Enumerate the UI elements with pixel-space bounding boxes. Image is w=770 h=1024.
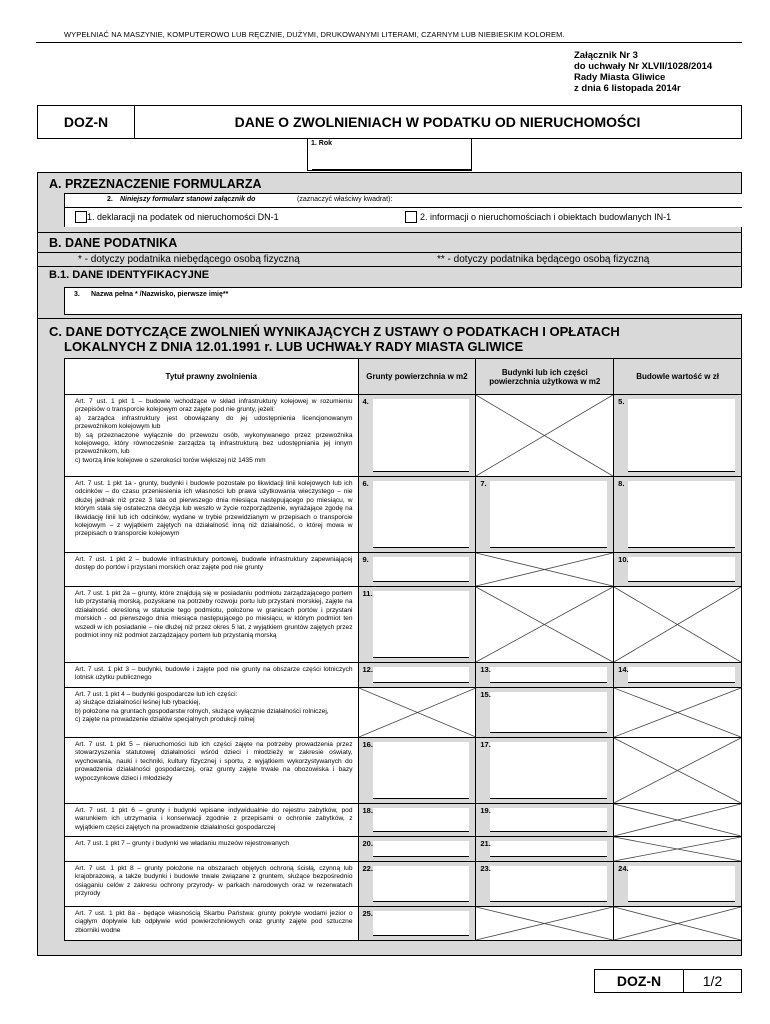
table-row xyxy=(65,907,742,941)
amount-input[interactable] xyxy=(373,399,470,472)
table-row xyxy=(65,804,742,837)
field-number: 21. xyxy=(480,839,491,848)
exemption-title: Art. 7 ust. 1 pkt 7 – grunty i budynki we władaniu muzeów rejestrowanych xyxy=(65,837,359,862)
amount-input[interactable] xyxy=(373,481,470,548)
exemption-title: Art. 7 ust. 1 pkt 2 – budowle infrastruktury portowej, budowle infrastruktury zapewniającej dostęp do portów i przystani morskich oraz zajęte pod nie grunty xyxy=(65,553,359,587)
top-divider xyxy=(36,42,742,43)
divider xyxy=(37,266,742,267)
amount-input[interactable] xyxy=(628,399,735,472)
field-number: 16. xyxy=(362,740,373,749)
footer-form-code: DOZ-N xyxy=(595,970,684,992)
disabled-cell xyxy=(614,907,742,941)
field-number: 23. xyxy=(480,864,491,873)
amount-input[interactable] xyxy=(628,481,735,548)
purpose-label: Niniejszy formularz stanowi załącznik do xyxy=(120,196,256,203)
purpose-hint: (zaznaczyć właściwy kwadrat): xyxy=(297,196,393,203)
exemption-title: Art. 7 ust. 1 pkt 4 – budynki gospodarcze lub ich części: a) służące działalności leśnej lub rybackiej, b) położone na gruntach gospodarstw rolnych, służące wyłącznie działalności rolniczej, c) zajęte na prowadzenie działów specjalnych produkcji rolnej xyxy=(65,688,359,738)
table-row xyxy=(65,738,742,804)
amount-cell xyxy=(476,738,614,804)
option-in1 xyxy=(405,211,671,223)
amount-cell xyxy=(476,837,614,862)
field-number: 7. xyxy=(480,479,487,488)
section-b-title: B. DANE PODATNIKA xyxy=(49,236,178,250)
amount-input[interactable] xyxy=(490,667,607,683)
disabled-cell xyxy=(358,688,476,738)
field-number: 18. xyxy=(362,806,373,815)
amount-cell xyxy=(358,907,476,941)
amount-cell xyxy=(358,738,476,804)
amount-cell xyxy=(358,587,476,663)
disabled-cell xyxy=(614,688,742,738)
attachment-line: z dnia 6 listopada 2014r xyxy=(574,83,681,94)
disabled-cell xyxy=(614,837,742,862)
amount-cell xyxy=(614,553,742,587)
option-dn1 xyxy=(75,211,279,223)
amount-input[interactable] xyxy=(373,742,470,799)
amount-cell xyxy=(358,477,476,553)
disabled-cell xyxy=(614,804,742,837)
amount-input[interactable] xyxy=(490,808,607,832)
amount-cell xyxy=(358,663,476,688)
field-number: 15. xyxy=(480,690,491,699)
table-row xyxy=(65,553,742,587)
amount-input[interactable] xyxy=(628,557,735,582)
page-number: 1/2 xyxy=(702,973,723,989)
form-title: DANE O ZWOLNIENIACH W PODATKU OD NIERUCHOMOŚCI xyxy=(234,114,641,130)
exemption-title: Art. 7 ust. 1 pkt 1 – budowle wchodzące w skład infrastruktury kolejowej w rozumieniu przepisów o transporcie kolejowym oraz zajęte pod nie grunty, jeżeli: a) zarządca infrastruktury jest obowiązany do jej udostępnienia licencjonowanym przewoźnikom kolejowym lub b) są przeznaczone wyłącznie do przewozu osób, wykonywanego przez przewoźnika kolejowego, który równocześnie zarządza tą infrastrukturą bez udostępniania jej innym przewoźnikom, lub c) tworzą linie kolejowe o szerokości torów większej niż 1435 mm xyxy=(65,395,359,477)
field-number: 11. xyxy=(362,589,373,598)
amount-input[interactable] xyxy=(490,742,607,799)
cross-out-icon xyxy=(614,804,741,836)
cross-out-icon xyxy=(614,688,741,737)
field-number: 3. xyxy=(74,291,80,298)
amount-cell xyxy=(614,477,742,553)
amount-cell xyxy=(476,862,614,907)
field-number: 10. xyxy=(618,555,629,564)
note-natural-person: ** - dotyczy podatnika będącego osobą fizyczną xyxy=(437,254,650,265)
amount-cell xyxy=(476,663,614,688)
cross-out-icon xyxy=(614,587,741,662)
column-header: Grunty powierzchnia w m2 xyxy=(358,359,476,395)
divider xyxy=(37,232,742,233)
amount-cell xyxy=(358,837,476,862)
exemption-title: Art. 7 ust. 1 pkt 8a - będące własnością Skarbu Państwa: grunty pokryte wodami jezior o ciągłym dopływie lub odpływie wód powierzchniowych oraz grunty zajęte pod sztuczne zbiorniki wodne xyxy=(65,907,359,941)
field-number: 20. xyxy=(362,839,373,848)
attachment-line: Rady Miasta Gliwice xyxy=(574,72,666,83)
column-header: Budynki lub ich części powierzchnia użytkowa w m2 xyxy=(476,359,614,395)
amount-input[interactable] xyxy=(490,866,607,902)
year-label: 1. Rok xyxy=(311,140,333,147)
fill-instruction: WYPEŁNIAĆ NA MASZYNIE, KOMPUTEROWO LUB RĘCZNIE, DUŻYMI, DRUKOWANYMI LITERAMI, CZARNYM LUB NIEBIESKIM KOLOREM. xyxy=(64,30,565,39)
amount-input[interactable] xyxy=(373,911,470,936)
amount-cell xyxy=(614,395,742,477)
disabled-cell xyxy=(614,587,742,663)
table-row xyxy=(65,395,742,477)
amount-input[interactable] xyxy=(628,667,735,683)
table-row xyxy=(65,587,742,663)
table-row xyxy=(65,862,742,907)
field-number: 12. xyxy=(362,665,373,674)
amount-cell xyxy=(358,395,476,477)
field-number: 22. xyxy=(362,864,373,873)
amount-input[interactable] xyxy=(373,557,470,582)
amount-cell xyxy=(476,688,614,738)
form-header xyxy=(37,105,742,139)
attachment-note xyxy=(574,50,712,94)
name-input[interactable] xyxy=(85,300,729,315)
cross-out-icon xyxy=(476,587,613,662)
column-header: Tytuł prawny zwolnienia xyxy=(65,359,359,395)
section-c-title-line1: C. DANE DOTYCZĄCE ZWOLNIEŃ WYNIKAJĄCYCH Z USTAWY O PODATKACH I OPŁATACH xyxy=(49,324,620,339)
amount-cell xyxy=(614,663,742,688)
cross-out-icon xyxy=(614,738,741,803)
column-header: Budowle wartość w zł xyxy=(614,359,742,395)
exemption-title: Art. 7 ust. 1 pkt 5 – nieruchomości lub ich części zajęte na potrzeby prowadzenia przez stowarzyszenia statutowej działalności wśród dzieci i młodzieży w zakresie oświaty, wychowania, nauki i techniki, kultury fizycznej i sportu, z wyjątkiem wykorzystywanych do prowadzenia działalności gospodarczej, oraz grunty zajęte trwale na obozowiska i bazy wypoczynkowe dzieci i młodzieży xyxy=(65,738,359,804)
amount-input[interactable] xyxy=(373,866,470,902)
amount-input[interactable] xyxy=(373,667,470,683)
year-input[interactable] xyxy=(312,149,472,170)
note-legal-person: * - dotyczy podatnika niebędącego osobą fizyczną xyxy=(78,254,300,265)
amount-cell xyxy=(358,804,476,837)
field-number: 9. xyxy=(362,555,369,564)
divider xyxy=(37,252,742,253)
name-field-box xyxy=(64,287,742,315)
amount-input[interactable] xyxy=(373,841,470,857)
disabled-cell xyxy=(476,395,614,477)
amount-input[interactable] xyxy=(628,866,735,902)
disabled-cell xyxy=(614,738,742,804)
section-b1-title: B.1. DANE IDENTYFIKACYJNE xyxy=(49,269,210,281)
option-dn1-label: 1. deklaracji na podatek od nieruchomości DN-1 xyxy=(87,212,279,222)
amount-cell xyxy=(476,477,614,553)
field-number: 13. xyxy=(480,665,491,674)
cross-out-icon xyxy=(476,553,613,586)
exemption-title: Art. 7 ust. 1 pkt 6 – grunty i budynki wpisane indywidualnie do rejestru zabytków, pod warunkiem ich utrzymania i konserwacji zgodnie z przepisami o ochronie zabytków, z wyjątkiem części zajętych na prowadzenie działalności gospodarczej xyxy=(65,804,359,837)
field-number: 8. xyxy=(618,479,625,488)
field-number: 24. xyxy=(618,864,629,873)
table-row xyxy=(65,477,742,553)
disabled-cell xyxy=(476,553,614,587)
attachment-line: Załącznik Nr 3 xyxy=(574,50,638,61)
cross-out-icon xyxy=(476,907,613,940)
amount-cell xyxy=(614,862,742,907)
field-number: 14. xyxy=(618,665,629,674)
field-number: 17. xyxy=(480,740,491,749)
cross-out-icon xyxy=(476,395,613,476)
cross-out-icon xyxy=(359,688,476,737)
field-number: 4. xyxy=(362,397,369,406)
year-field-box xyxy=(307,139,472,171)
section-a-title: A. PRZEZNACZENIE FORMULARZA xyxy=(49,177,262,191)
section-c-title-line2: LOKALNYCH Z DNIA 12.01.1991 r. LUB UCHWAŁY RADY MIASTA GLIWICE xyxy=(64,339,524,354)
amount-input[interactable] xyxy=(490,692,607,733)
attachment-line: do uchwały Nr XLVII/1028/2014 xyxy=(574,61,713,72)
disabled-cell xyxy=(476,907,614,941)
amount-input[interactable] xyxy=(373,591,470,658)
field-number: 19. xyxy=(480,806,491,815)
exemption-title: Art. 7 ust. 1 pkt 1a - grunty, budynki i budowle pozostałe po likwidacji linii kolejowych lub ich odcinków – do czasu przeniesienia ich własności lub prawa użytkowania wieczystego – nie dłużej jednak niż przez 3 lata od pierwszego dnia miesiąca następującego po miesiącu, w którym stała się ostateczna decyzja lub weszło w życie rozporządzenie, wyrażające zgodę na likwidację linii lub ich odcinków, wydane w trybie przewidzianym w przepisach o transporcie kolejowym – z wyjątkiem zajętych na działalność inną niż działalność, o której mowa w przepisach o transporcie kolejowym xyxy=(65,477,359,553)
amount-input[interactable] xyxy=(490,481,607,548)
purpose-options-row xyxy=(64,207,742,227)
table-row xyxy=(65,837,742,862)
amount-cell xyxy=(476,804,614,837)
checkbox-in1[interactable] xyxy=(405,211,417,223)
exemption-title: Art. 7 ust. 1 pkt 3 – budynki, budowle i zajęte pod nie grunty na obszarze części lotniczych lotnisk użytku publicznego xyxy=(65,663,359,688)
cross-out-icon xyxy=(614,907,741,940)
table-row xyxy=(65,663,742,688)
field-number: 2. xyxy=(107,196,113,203)
exemption-title: Art. 7 ust. 1 pkt 2a – grunty, które znajdują się w posiadaniu podmiotu zarządzającego portem lub przystanią morską, pozyskane na potrzeby rozwoju portu lub przystani morskiej, zajęte na działalność określoną w statucie tego podmiotu, położone w granicach portów i przystani morskich - od pierwszego dnia miesiąca następującego po miesiącu, w którym podmiot ten wszedł w ich posiadanie – nie dłużej niż przez okres 5 lat, z wyjątkiem gruntów zajętych przez podmiot inny niż podmiot zarządzający portem lub przystanią morską xyxy=(65,587,359,663)
amount-cell xyxy=(358,862,476,907)
amount-cell xyxy=(358,553,476,587)
name-label: Nazwa pełna * /Nazwisko, pierwsze imię** xyxy=(91,291,229,298)
section-c-title xyxy=(49,324,620,354)
purpose-label-row xyxy=(64,193,742,207)
table-row xyxy=(65,688,742,738)
checkbox-dn1[interactable] xyxy=(75,211,87,223)
exemptions-table xyxy=(64,358,742,941)
field-number: 25. xyxy=(362,909,373,918)
option-in1-label: 2. informacji o nieruchomościach i obiektach budowlanych IN-1 xyxy=(420,212,672,222)
divider xyxy=(37,318,742,319)
field-number: 6. xyxy=(362,479,369,488)
page-footer xyxy=(594,969,742,993)
exemption-title: Art. 7 ust. 1 pkt 8 – grunty położone na obszarach objętych ochroną ścisłą, czynną lub krajobrazową, a także budynki i budowle trwale związane z gruntem, służące bezpośrednio osiąganiu celów z zakresu ochrony przyrody- w parkach narodowych oraz w rezerwatach przyrody xyxy=(65,862,359,907)
disabled-cell xyxy=(476,587,614,663)
amount-input[interactable] xyxy=(490,841,607,857)
cross-out-icon xyxy=(614,837,741,861)
amount-input[interactable] xyxy=(373,808,470,832)
form-code: DOZ-N xyxy=(38,106,135,138)
field-number: 5. xyxy=(618,397,625,406)
